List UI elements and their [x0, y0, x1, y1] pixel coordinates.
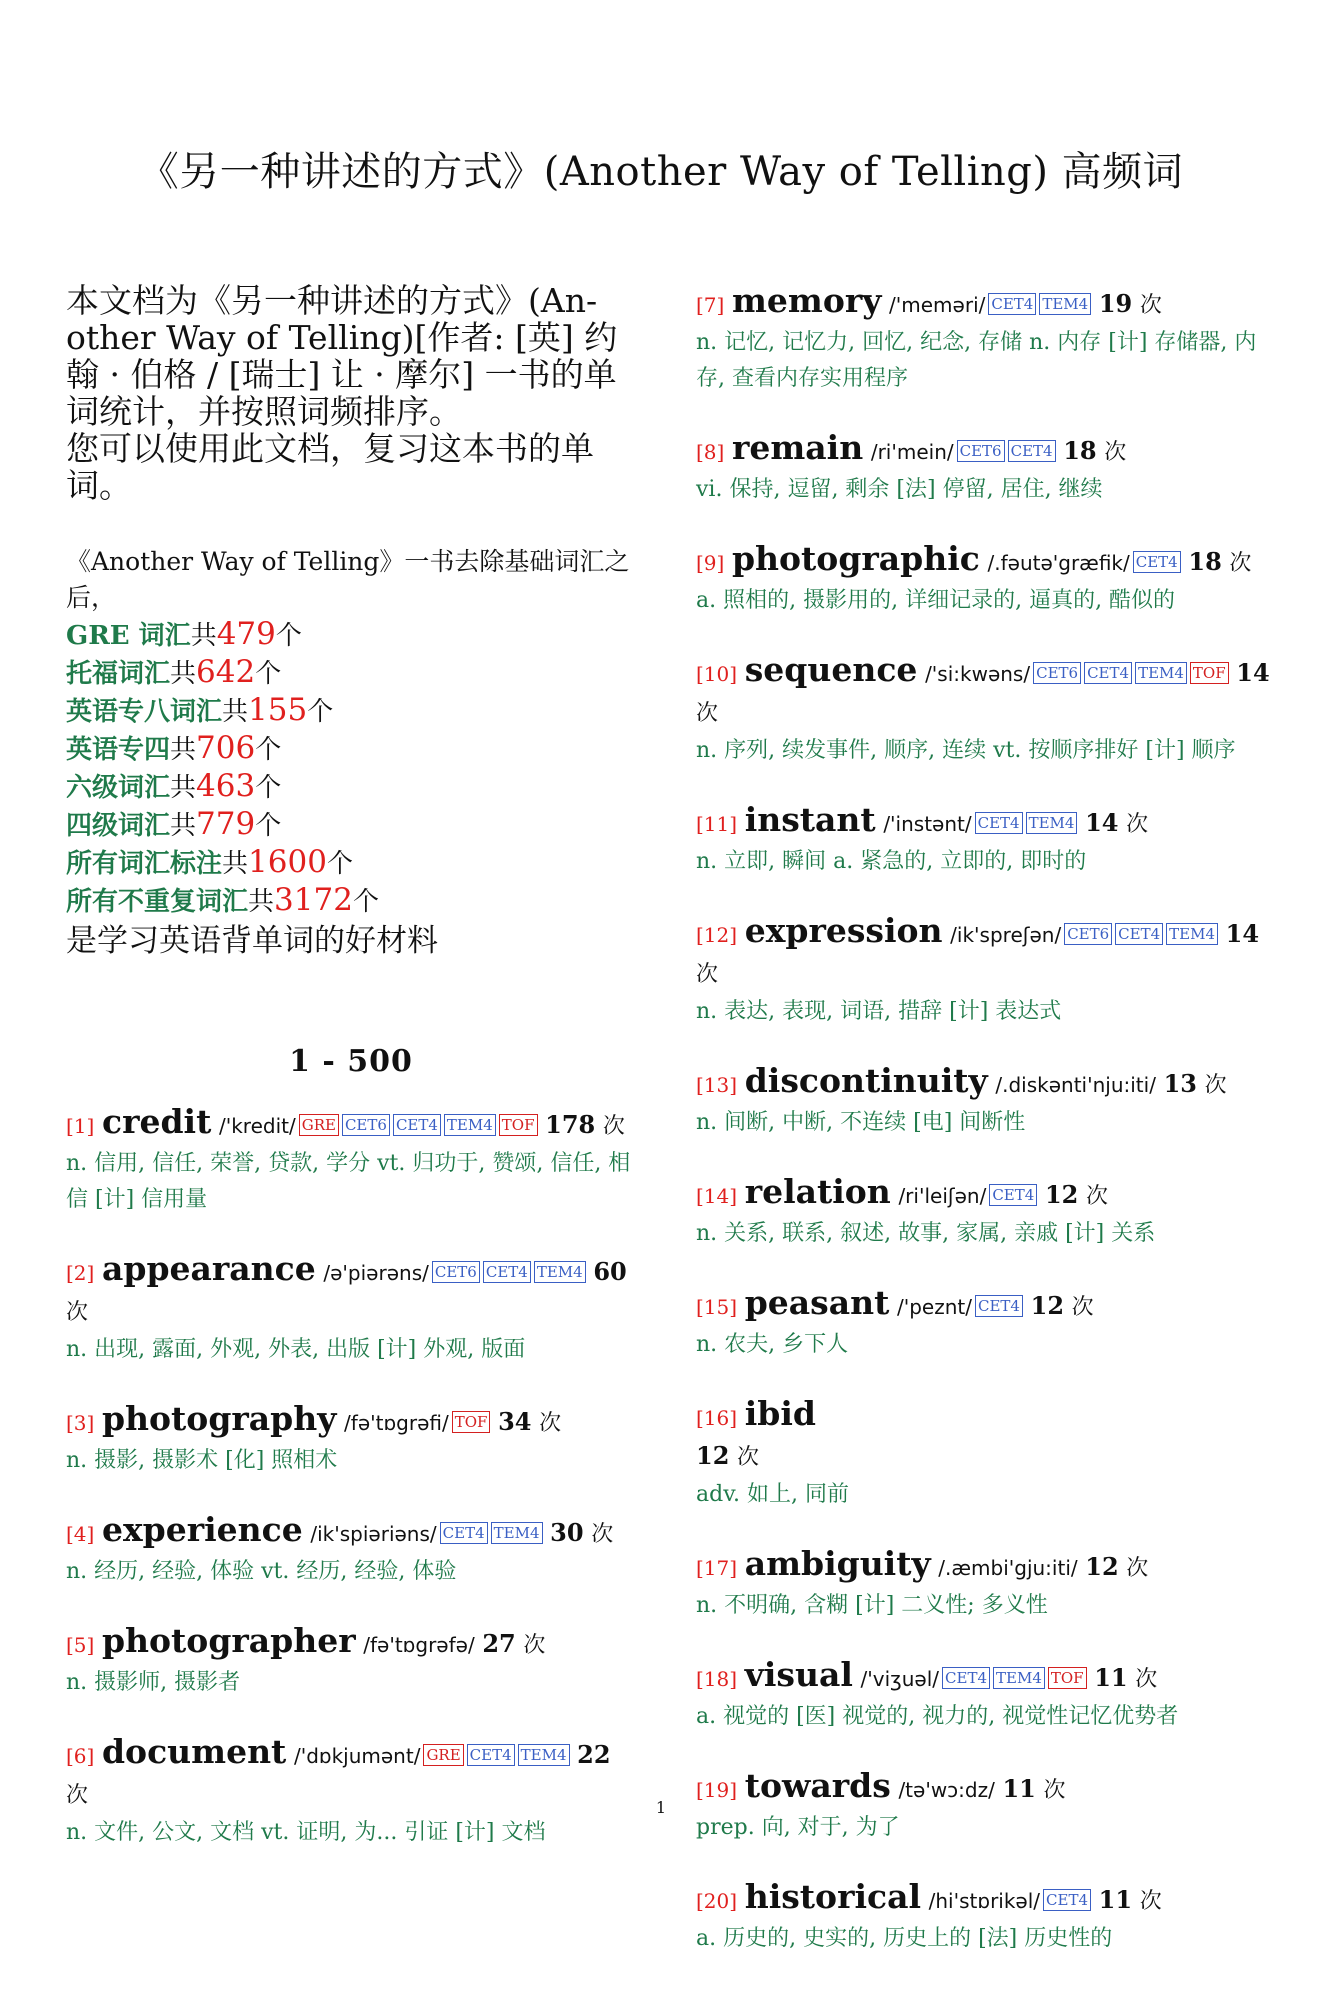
stat-row	[66, 692, 636, 730]
stat-count: 463	[196, 768, 256, 804]
entry-definition: adv. 如上, 同前	[696, 1482, 849, 1507]
entry-phonetic: /ik'spreʃən/	[950, 923, 1062, 947]
entry-word: peasant	[744, 1283, 890, 1322]
entry-definition: n. 出现, 露面, 外观, 外表, 出版 [计] 外观, 版面	[66, 1337, 526, 1362]
exam-tag: TEM4	[993, 1667, 1045, 1689]
stat-gong: 共	[222, 849, 249, 879]
entry-phonetic: /'viʒuəl/	[860, 1667, 940, 1691]
entry-index: [19]	[696, 1778, 738, 1802]
word-entry	[696, 912, 1276, 1030]
stat-unit: 个	[326, 849, 353, 879]
entry-index: [11]	[696, 812, 738, 836]
word-entry	[66, 1622, 636, 1701]
entry-header	[696, 282, 1276, 325]
entry-header	[696, 1878, 1276, 1921]
stat-row	[66, 730, 636, 768]
entry-index: [17]	[696, 1556, 738, 1580]
entry-definition: a. 视觉的 [医] 视觉的, 视力的, 视觉性记忆优势者	[696, 1704, 1179, 1729]
stat-label: 所有词汇标注	[66, 849, 223, 879]
exam-tag: CET4	[988, 293, 1036, 315]
stat-row	[66, 806, 636, 844]
exam-tag: TEM4	[518, 1744, 570, 1766]
entry-phonetic: /'peznt/	[897, 1295, 972, 1319]
exam-tag: GRE	[299, 1114, 339, 1136]
entry-frequency: 34	[498, 1407, 532, 1436]
word-entry	[696, 540, 1276, 619]
entry-header	[696, 1656, 1276, 1699]
entry-definition: n. 立即, 瞬间 a. 紧急的, 立即的, 即时的	[696, 849, 1087, 874]
exam-tag: TEM4	[444, 1114, 496, 1136]
stat-count: 642	[196, 654, 256, 690]
entry-word: document	[101, 1732, 287, 1771]
stat-row	[66, 844, 636, 882]
entry-frequency: 18	[1188, 547, 1222, 576]
entry-frequency: 14	[1085, 808, 1119, 837]
exam-tag: CET4	[1008, 440, 1056, 462]
entry-frequency: 11	[1098, 1885, 1133, 1914]
entry-phonetic: /ə'piərəns/	[323, 1261, 429, 1285]
stat-gong: 共	[170, 773, 197, 803]
entry-header	[696, 1173, 1276, 1216]
entry-phonetic: /.fəutə'græfik/	[987, 551, 1130, 575]
entry-index: [5]	[66, 1633, 95, 1657]
entry-frequency: 178	[545, 1110, 596, 1139]
entry-word: ibid	[744, 1394, 816, 1433]
entry-definition: a. 照相的, 摄影用的, 详细记录的, 逼真的, 酷似的	[696, 588, 1176, 613]
word-entry	[66, 1103, 636, 1218]
word-entry	[696, 1545, 1276, 1624]
word-entry	[66, 1733, 636, 1851]
exam-tag: CET4	[440, 1522, 488, 1544]
entry-index: [10]	[696, 662, 738, 686]
entry-word: towards	[744, 1766, 891, 1805]
entry-phonetic: /'si:kwəns/	[925, 662, 1031, 686]
exam-tag: CET4	[1133, 551, 1181, 573]
entry-index: [20]	[696, 1889, 738, 1913]
entry-header	[696, 651, 1276, 733]
entry-index: [1]	[66, 1114, 95, 1138]
entry-index: [15]	[696, 1295, 738, 1319]
stat-gong: 共	[190, 621, 217, 651]
stat-label: 英语专四	[66, 735, 171, 765]
entry-frequency: 14	[1225, 919, 1260, 948]
entry-frequency-unit: 次	[66, 1300, 89, 1325]
entry-definition: n. 关系, 联系, 叙述, 故事, 家属, 亲戚 [计] 关系	[696, 1221, 1156, 1246]
stat-unit: 个	[255, 773, 282, 803]
exam-tag: CET6	[1064, 923, 1112, 945]
entry-frequency: 12	[1030, 1291, 1065, 1320]
entry-definition: prep. 向, 对于, 为了	[696, 1815, 900, 1840]
entry-frequency-unit: 次	[523, 1633, 546, 1658]
exam-tag: CET4	[942, 1667, 990, 1689]
intro-text	[66, 282, 636, 504]
entry-index: [8]	[696, 440, 725, 464]
entry-index: [13]	[696, 1073, 738, 1097]
word-entry	[696, 1656, 1276, 1735]
page-title: 《另一种讲述的方式》(Another Way of Telling) 高频词	[138, 149, 1184, 195]
entry-header	[696, 540, 1276, 583]
stats-list	[66, 616, 636, 920]
stat-gong: 共	[170, 735, 197, 765]
entry-header	[66, 1511, 636, 1554]
entry-frequency-unit: 次	[1126, 812, 1149, 837]
word-entry	[696, 1173, 1276, 1252]
exam-tag: CET4	[467, 1744, 515, 1766]
exam-tag: TEM4	[1135, 662, 1187, 684]
entry-index: [9]	[696, 551, 725, 575]
stat-gong: 共	[170, 811, 197, 841]
exam-tag: CET4	[975, 812, 1023, 834]
word-entry	[696, 429, 1276, 508]
exam-tag: TOF	[499, 1114, 538, 1136]
entry-frequency: 60	[593, 1257, 627, 1286]
entry-phonetic: /ik'spiəriəns/	[310, 1522, 437, 1546]
stat-row	[66, 616, 636, 654]
intro-paragraph: 本文档为《另一种讲述的方式》(An-other Way of Telling)[作者: [英] 约翰 · 伯格 / [瑞士] 让 · 摩尔] 一书的单词统计，并按照词频排序。	[66, 281, 618, 431]
entry-phonetic: /.diskənti'nju:iti/	[995, 1073, 1156, 1097]
entry-header	[696, 912, 1276, 994]
entry-word: visual	[744, 1655, 853, 1694]
entry-frequency-unit: 次	[66, 1783, 89, 1808]
entry-definition: n. 不明确, 含糊 [计] 二义性; 多义性	[696, 1593, 1048, 1618]
word-entry	[696, 1878, 1276, 1957]
entry-definition: n. 间断, 中断, 不连续 [电] 间断性	[696, 1110, 1026, 1135]
entry-frequency: 30	[550, 1518, 584, 1547]
exam-tag: CET4	[989, 1184, 1037, 1206]
entry-frequency-unit: 次	[1135, 1667, 1158, 1692]
entry-definition: n. 经历, 经验, 体验 vt. 经历, 经验, 体验	[66, 1559, 457, 1584]
entry-word: instant	[744, 800, 876, 839]
entry-frequency-unit: 次	[1204, 1073, 1227, 1098]
entry-frequency: 11	[1002, 1774, 1036, 1803]
entry-word: photography	[101, 1399, 337, 1438]
entry-frequency: 12	[1044, 1180, 1079, 1209]
entry-header	[696, 429, 1276, 472]
entry-definition: n. 记忆, 记忆力, 回忆, 纪念, 存储 n. 内存 [计] 存储器, 内存, 查看内存实用程序	[696, 330, 1257, 391]
entry-index: [2]	[66, 1261, 95, 1285]
stat-count: 479	[216, 616, 276, 652]
stat-row	[66, 654, 636, 692]
entry-word: experience	[101, 1510, 303, 1549]
entry-word: credit	[101, 1102, 212, 1141]
exam-tag: CET6	[957, 440, 1005, 462]
word-entry	[66, 1400, 636, 1479]
entry-phonetic: /tə'wɔ:dz/	[898, 1778, 995, 1802]
stat-unit: 个	[255, 735, 282, 765]
entry-definition: n. 文件, 公文, 文档 vt. 证明, 为... 引证 [计] 文档	[66, 1820, 546, 1845]
exam-tag: TEM4	[534, 1261, 586, 1283]
left-column	[66, 282, 636, 1883]
entry-index: [3]	[66, 1411, 95, 1435]
word-entry	[696, 1062, 1276, 1141]
stats-closing: 是学习英语背单词的好材料	[66, 923, 438, 959]
exam-tag: CET4	[975, 1295, 1023, 1317]
entry-frequency-unit: 次	[696, 962, 719, 987]
entry-word: expression	[744, 911, 943, 950]
entry-frequency-unit: 次	[1104, 440, 1127, 465]
entry-word: historical	[744, 1877, 921, 1916]
entry-frequency-unit: 次	[539, 1411, 562, 1436]
exam-tag: TEM4	[1039, 293, 1091, 315]
entry-definition: n. 序列, 续发事件, 顺序, 连续 vt. 按顺序排好 [计] 顺序	[696, 738, 1236, 763]
word-entry	[696, 1284, 1276, 1363]
entry-index: [18]	[696, 1667, 738, 1691]
entry-frequency: 11	[1094, 1663, 1128, 1692]
stat-unit: 个	[255, 659, 282, 689]
entry-frequency-unit: 次	[737, 1445, 760, 1470]
entry-frequency-unit: 次	[1229, 551, 1252, 576]
entry-phonetic: /'dɒkjumənt/	[293, 1744, 421, 1768]
entry-frequency: 27	[482, 1629, 516, 1658]
entry-header	[66, 1103, 636, 1146]
stat-label: GRE 词汇	[66, 621, 191, 651]
stat-unit: 个	[255, 811, 282, 841]
entry-frequency-unit: 次	[1139, 1889, 1162, 1914]
stat-count: 3172	[274, 882, 353, 918]
entry-word: photographic	[731, 539, 980, 578]
entry-definition: n. 摄影, 摄影术 [化] 照相术	[66, 1448, 338, 1473]
stat-unit: 个	[352, 887, 379, 917]
range-heading: 1 - 500	[289, 1044, 413, 1079]
stats-heading: 《Another Way of Telling》一书去除基础词汇之后，	[66, 547, 630, 612]
stat-row	[66, 882, 636, 920]
right-column	[696, 282, 1276, 1989]
entry-index: [6]	[66, 1744, 95, 1768]
entry-frequency-unit: 次	[1139, 293, 1162, 318]
entry-header	[696, 1062, 1276, 1105]
exam-tag: CET6	[432, 1261, 480, 1283]
entry-word: appearance	[101, 1249, 316, 1288]
entry-frequency-unit: 次	[1126, 1556, 1149, 1581]
exam-tag: CET6	[342, 1114, 390, 1136]
page-number: 1	[655, 1798, 667, 1817]
stat-row	[66, 768, 636, 806]
entry-word: sequence	[744, 650, 918, 689]
entry-word: remain	[731, 428, 864, 467]
entry-phonetic: /ri'mein/	[870, 440, 954, 464]
stat-label: 托福词汇	[66, 659, 171, 689]
stat-label: 英语专八词汇	[66, 697, 223, 727]
entry-phonetic: /'kredit/	[218, 1114, 296, 1138]
stats-block	[66, 544, 636, 960]
word-entry	[696, 1395, 1276, 1513]
entry-index: [16]	[696, 1406, 738, 1430]
entry-phonetic: /'meməri/	[889, 293, 986, 317]
entry-header	[66, 1400, 636, 1443]
entry-frequency: 19	[1098, 289, 1133, 318]
word-list-right	[696, 282, 1276, 1957]
exam-tag: TEM4	[1026, 812, 1078, 834]
entry-header	[696, 1545, 1276, 1588]
entry-header	[66, 1250, 636, 1332]
entry-frequency-unit: 次	[1043, 1778, 1066, 1803]
entry-frequency-unit: 次	[1071, 1295, 1094, 1320]
entry-phonetic: /'instənt/	[883, 812, 972, 836]
exam-tag: CET4	[393, 1114, 441, 1136]
entry-word: photographer	[101, 1621, 356, 1660]
exam-tag: GRE	[423, 1744, 463, 1766]
exam-tag: CET4	[1084, 662, 1132, 684]
stat-unit: 个	[307, 697, 334, 727]
stat-label: 六级词汇	[66, 773, 171, 803]
stat-label: 四级词汇	[66, 811, 171, 841]
entry-frequency: 22	[577, 1740, 611, 1769]
entry-word: relation	[744, 1172, 891, 1211]
entry-word: memory	[731, 281, 882, 320]
entry-word: ambiguity	[744, 1544, 931, 1583]
exam-tag: TOF	[1048, 1667, 1087, 1689]
stat-count: 1600	[248, 844, 327, 880]
exam-tag: CET4	[1115, 923, 1163, 945]
entry-frequency: 13	[1163, 1069, 1197, 1098]
entry-phonetic: /.æmbi'gju:iti/	[938, 1556, 1078, 1580]
entry-index: [12]	[696, 923, 738, 947]
stat-count: 779	[196, 806, 256, 842]
entry-definition: a. 历史的, 史实的, 历史上的 [法] 历史性的	[696, 1926, 1113, 1951]
entry-phonetic: /fə'tɒgrəfi/	[344, 1411, 449, 1435]
entry-frequency: 14	[1236, 658, 1270, 687]
entry-header	[66, 1622, 636, 1665]
entry-phonetic: /ri'leiʃən/	[898, 1184, 987, 1208]
exam-tag: CET6	[1033, 662, 1081, 684]
entry-definition: n. 信用, 信任, 荣誉, 贷款, 学分 vt. 归功于, 赞颂, 信任, 相信 [计] 信用量	[66, 1151, 631, 1212]
word-entry	[696, 651, 1276, 769]
entry-header	[696, 801, 1276, 844]
exam-tag: TEM4	[1166, 923, 1218, 945]
entry-frequency: 12	[696, 1441, 730, 1470]
entry-frequency: 18	[1063, 436, 1097, 465]
word-entry	[696, 282, 1276, 397]
word-entry	[66, 1511, 636, 1590]
entry-frequency-unit: 次	[1085, 1184, 1108, 1209]
stat-count: 155	[248, 692, 308, 728]
entry-frequency-unit: 次	[602, 1114, 625, 1139]
entry-definition: n. 农夫, 乡下人	[696, 1332, 849, 1357]
stat-gong: 共	[170, 659, 197, 689]
entry-header	[696, 1284, 1276, 1327]
exam-tag: TOF	[452, 1411, 491, 1433]
stat-count: 706	[196, 730, 256, 766]
entry-index: [7]	[696, 293, 725, 317]
stat-gong: 共	[248, 887, 275, 917]
word-entry	[66, 1250, 636, 1368]
word-list-left	[66, 1103, 636, 1851]
entry-header	[696, 1395, 1276, 1477]
exam-tag: TOF	[1190, 662, 1229, 684]
entry-frequency: 12	[1085, 1552, 1119, 1581]
exam-tag: CET4	[483, 1261, 531, 1283]
entry-definition: vi. 保持, 逗留, 剩余 [法] 停留, 居住, 继续	[696, 477, 1103, 502]
entry-phonetic: /hi'stɒrikəl/	[928, 1889, 1041, 1913]
exam-tag: TEM4	[491, 1522, 543, 1544]
word-entry	[696, 801, 1276, 880]
stat-label: 所有不重复词汇	[66, 887, 249, 917]
entry-index: [14]	[696, 1184, 738, 1208]
intro-paragraph: 您可以使用此文档，复习这本书的单词。	[66, 429, 594, 505]
entry-frequency-unit: 次	[591, 1522, 614, 1547]
entry-definition: n. 表达, 表现, 词语, 措辞 [计] 表达式	[696, 999, 1062, 1024]
entry-index: [4]	[66, 1522, 95, 1546]
exam-tag: CET4	[1043, 1889, 1091, 1911]
entry-frequency-unit: 次	[696, 701, 719, 726]
stat-unit: 个	[275, 621, 302, 651]
entry-definition: n. 摄影师, 摄影者	[66, 1670, 241, 1695]
entry-phonetic: /fə'tɒgrəfə/	[363, 1633, 475, 1657]
stat-gong: 共	[222, 697, 249, 727]
entry-word: discontinuity	[744, 1061, 988, 1100]
